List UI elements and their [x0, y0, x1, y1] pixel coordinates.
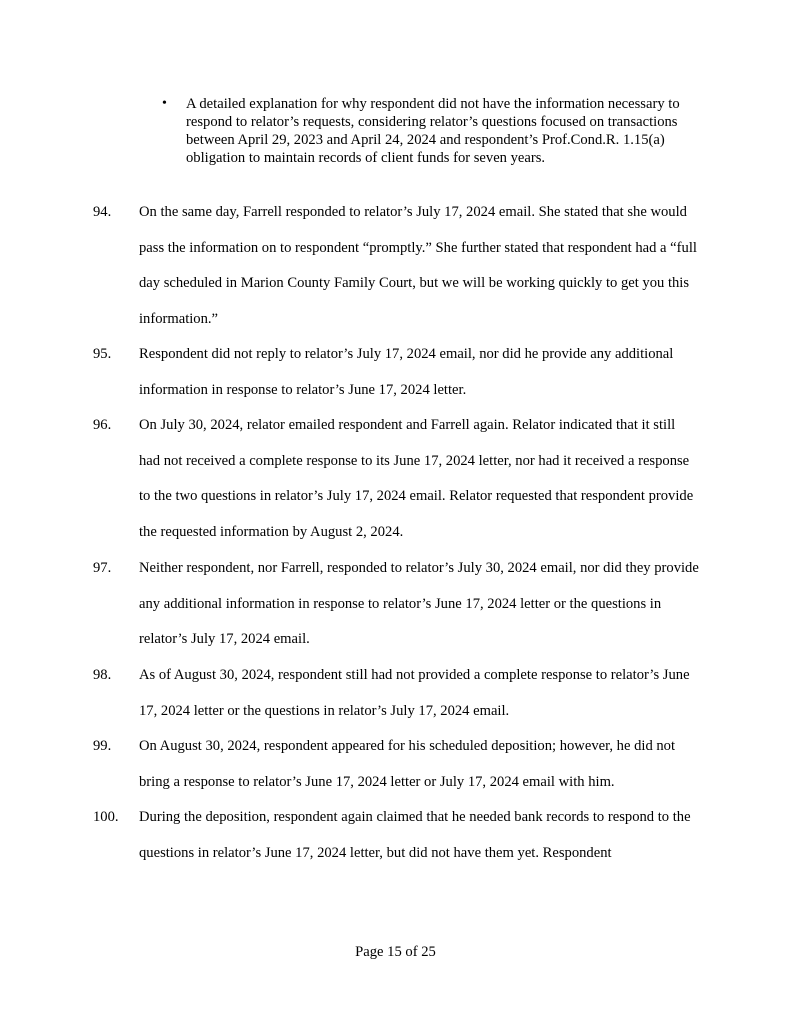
paragraph-number: 96.	[93, 417, 112, 433]
bullet-item	[162, 95, 722, 167]
paragraph-number: 97.	[93, 560, 112, 576]
paragraph-text: Respondent did not reply to relator’s July 17, 2024 email, nor did he provide any additional information in response to relator’s June 17, 2024 letter.	[139, 346, 674, 398]
paragraph-number: 95.	[93, 346, 112, 362]
paragraph-number: 98.	[93, 667, 112, 683]
paragraph-96	[93, 416, 713, 550]
paragraph-98	[93, 666, 713, 729]
paragraph-text: As of August 30, 2024, respondent still had not provided a complete response to relator’s June 17, 2024 letter or the questions in relator’s July 17, 2024 email.	[139, 667, 690, 719]
paragraph-97	[93, 559, 713, 658]
bullet-icon: •	[162, 96, 167, 111]
bullet-text: A detailed explanation for why respondent did not have the information necessary to respond to relator’s requests, considering relator’s questions focused on transactions between April 29, 2023 and April 24, 2024 and respondent’s Prof.Cond.R. 1.15(a) obligation to maintain records of client funds for seven years.	[186, 96, 680, 166]
paragraph-94	[93, 203, 713, 337]
paragraph-number: 99.	[93, 738, 112, 754]
paragraph-number: 100.	[93, 809, 119, 825]
page-number: Page 15 of 25	[355, 944, 436, 960]
paragraph-text: During the deposition, respondent again claimed that he needed bank records to respond to the questions in relator’s June 17, 2024 letter, but did not have them yet. Respondent	[139, 809, 691, 861]
paragraph-100	[93, 808, 713, 871]
paragraph-text: Neither respondent, nor Farrell, responded to relator’s July 30, 2024 email, nor did they provide any additional information in response to relator’s June 17, 2024 letter or the questions in relator’s July 17, 2024 email.	[139, 560, 699, 647]
paragraph-text: On July 30, 2024, relator emailed respondent and Farrell again. Relator indicated that it still had not received a complete response to its June 17, 2024 letter, nor had it received a response to the two questions in relator’s July 17, 2024 email. Relator requested that respondent provide the requested information by August 2, 2024.	[139, 417, 694, 540]
paragraph-text: On the same day, Farrell responded to relator’s July 17, 2024 email. She stated that she would pass the information on to respondent “promptly.” She further stated that respondent had a “full day scheduled in Marion County Family Court, but we will be working quickly to get you this information.”	[139, 204, 697, 327]
paragraph-text: On August 30, 2024, respondent appeared for his scheduled deposition; however, he did not bring a response to relator’s June 17, 2024 letter or July 17, 2024 email with him.	[139, 738, 676, 790]
paragraph-95	[93, 345, 713, 408]
paragraph-99	[93, 737, 713, 800]
paragraph-number: 94.	[93, 204, 112, 220]
